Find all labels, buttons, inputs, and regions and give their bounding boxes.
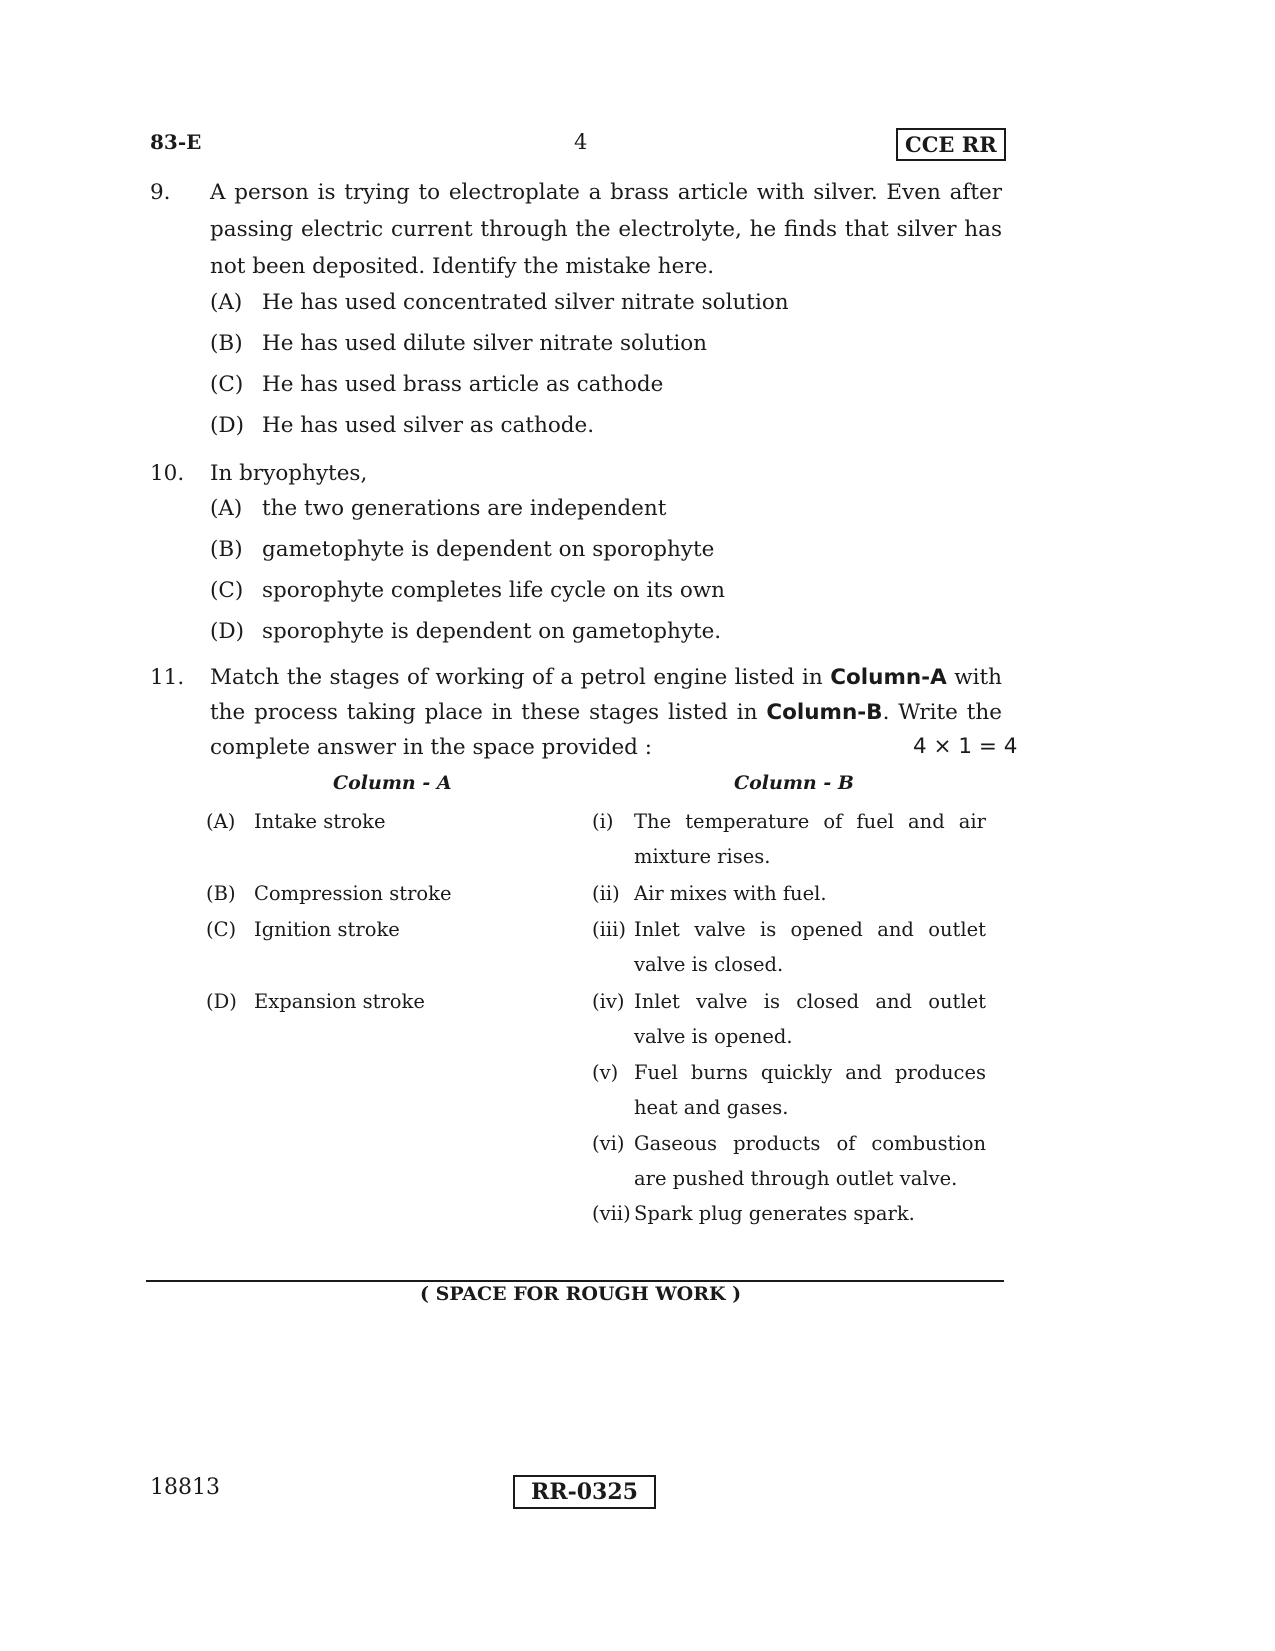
divider <box>146 1280 1004 1282</box>
option-label: (B) <box>210 331 243 356</box>
question-number: 10. <box>150 461 185 486</box>
column-b-item <box>592 912 986 982</box>
footer-box: RR-0325 <box>513 1475 656 1509</box>
option-text: He has used silver as cathode. <box>262 413 595 438</box>
item-label: (vi) <box>592 1132 625 1155</box>
item-text: Expansion stroke <box>254 990 425 1013</box>
item-label: (C) <box>206 918 237 941</box>
item-label: (iii) <box>592 918 626 941</box>
question-text-part: . Write the complete answer in the space provided : <box>210 700 1002 760</box>
item-text: Inlet valve is opened and outlet valve is closed. <box>634 918 986 976</box>
option-label: (A) <box>210 496 243 521</box>
footer-code: 18813 <box>150 1475 220 1500</box>
option-text: He has used concentrated silver nitrate solution <box>262 290 789 315</box>
column-b-ref: Column-B <box>766 700 883 725</box>
column-b-item <box>592 804 986 874</box>
question-text <box>210 660 1002 765</box>
question-10 <box>150 455 1002 492</box>
column-a-ref: Column-A <box>830 665 947 690</box>
option-text: sporophyte completes life cycle on its own <box>262 578 726 603</box>
option-text: sporophyte is dependent on gametophyte. <box>262 619 722 644</box>
item-label: (ii) <box>592 882 620 905</box>
option-text: He has used brass article as cathode <box>262 372 664 397</box>
marks: 4 × 1 = 4 <box>913 734 1018 759</box>
item-label: (vii) <box>592 1202 631 1225</box>
column-b-item <box>592 876 986 911</box>
question-11 <box>150 660 1002 765</box>
series-box: CCE RR <box>896 128 1006 161</box>
item-label: (B) <box>206 882 236 905</box>
question-text: A person is trying to electroplate a brass article with silver. Even after passing electric current through the electrolyte, he finds that silver has not been deposited. Identify the mistake here. <box>210 180 1002 279</box>
question-number: 11. <box>150 665 185 690</box>
option-label: (D) <box>210 619 245 644</box>
option-text: He has used dilute silver nitrate solution <box>262 331 708 356</box>
page-number: 4 <box>574 130 588 154</box>
question-9 <box>150 174 1002 285</box>
item-text: The temperature of fuel and air mixture rises. <box>634 810 986 868</box>
question-number: 9. <box>150 180 171 205</box>
item-text: Ignition stroke <box>254 918 400 941</box>
option-label: (D) <box>210 413 245 438</box>
item-label: (i) <box>592 810 614 833</box>
item-text: Spark plug generates spark. <box>634 1202 915 1225</box>
item-text: Gaseous products of combustion are pushed through outlet valve. <box>634 1132 986 1190</box>
option-text: the two generations are independent <box>262 496 667 521</box>
item-text: Intake stroke <box>254 810 386 833</box>
option-label: (B) <box>210 537 243 562</box>
paper-code: 83-E <box>150 130 202 154</box>
option-label: (C) <box>210 372 244 397</box>
item-label: (A) <box>206 810 236 833</box>
question-text-part: Match the stages of working of a petrol engine listed in <box>210 665 831 690</box>
column-b-title: Column - B <box>734 772 854 794</box>
question-text-part: with the process taking place in these stages listed in <box>210 665 1002 725</box>
column-b-item <box>592 1055 986 1125</box>
option-label: (A) <box>210 290 243 315</box>
rough-work-label: ( SPACE FOR ROUGH WORK ) <box>420 1283 742 1305</box>
item-text: Air mixes with fuel. <box>634 882 827 905</box>
option-text: gametophyte is dependent on sporophyte <box>262 537 715 562</box>
column-b-item <box>592 984 986 1054</box>
item-label: (D) <box>206 990 237 1013</box>
column-a-title: Column - A <box>333 772 452 794</box>
column-b-item <box>592 1196 986 1231</box>
column-b-item <box>592 1126 986 1196</box>
item-text: Inlet valve is closed and outlet valve is opened. <box>634 990 986 1048</box>
item-text: Fuel burns quickly and produces heat and gases. <box>634 1061 986 1119</box>
item-text: Compression stroke <box>254 882 452 905</box>
item-label: (v) <box>592 1061 619 1084</box>
option-label: (C) <box>210 578 244 603</box>
question-text: In bryophytes, <box>210 461 368 486</box>
item-label: (iv) <box>592 990 625 1013</box>
